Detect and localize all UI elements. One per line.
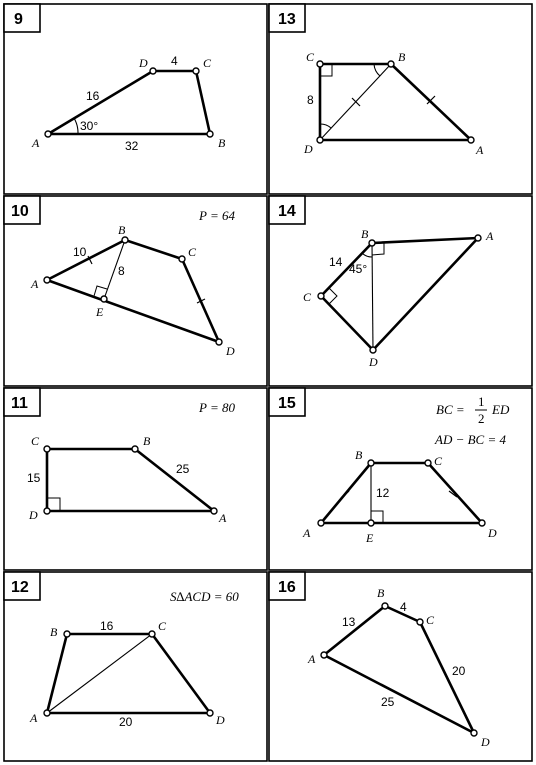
problem-14-vertex-b [369, 240, 375, 246]
problem-15-condition-1-denominator: 2 [478, 411, 485, 426]
problem-13-label-a: A [476, 143, 484, 157]
problem-14-vertex-a [475, 235, 481, 241]
problem-14-side-cb: 14 [329, 255, 343, 269]
problem-11-vertex-d [44, 508, 50, 514]
problem-9-label-c: C [203, 56, 212, 70]
problem-11-label-a: A [219, 511, 227, 525]
problem-10-vertex-c [179, 256, 185, 262]
problem-13-vertex-d [317, 137, 323, 143]
problem-16-vertex-b [382, 603, 388, 609]
problem-12-condition: S∆ACD = 60 [170, 589, 239, 604]
problem-9-frame [4, 4, 267, 194]
problem-10-vertex-d [216, 339, 222, 345]
problem-14-label-d: D [369, 355, 378, 369]
problem-15-number: 15 [278, 395, 296, 412]
problem-16-number: 16 [278, 579, 296, 596]
problem-11 [4, 388, 267, 570]
problem-9-vertex-d [150, 68, 156, 74]
problem-9-side-dc: 4 [171, 54, 178, 68]
problem-12-label-d: D [216, 713, 225, 727]
problem-15-height-value: 12 [376, 486, 390, 500]
problem-15-label-c: C [434, 454, 443, 468]
problem-12-label-b: B [50, 625, 58, 639]
problem-16-vertex-a [321, 652, 327, 658]
problem-12-vertex-d [207, 710, 213, 716]
problem-16-label-d: D [481, 735, 490, 749]
problem-10-vertex-b [122, 237, 128, 243]
problem-11-vertex-a [211, 508, 217, 514]
problem-10-number: 10 [11, 203, 29, 220]
problem-10-side-ab: 10 [73, 245, 87, 259]
problem-15-vertex-b [368, 460, 374, 466]
problem-12-side-ad: 20 [119, 715, 133, 729]
problem-16-side-cd: 20 [452, 664, 466, 678]
problem-12-label-a: A [30, 711, 38, 725]
problem-15 [269, 388, 532, 570]
problem-14-number: 14 [278, 203, 296, 220]
problem-15-condition-1-rhs: ED [492, 402, 510, 417]
problem-9-vertex-c [193, 68, 199, 74]
problem-15-label-e: E [366, 531, 374, 545]
problem-10-label-a: A [31, 277, 39, 291]
problem-16-label-c: C [426, 613, 435, 627]
problem-13-vertex-c [317, 61, 323, 67]
problem-15-vertex-a [318, 520, 324, 526]
problem-16-vertex-c [417, 619, 423, 625]
problem-15-label-d: D [488, 526, 497, 540]
problem-16-label-a: A [308, 652, 316, 666]
problem-10-label-e: E [96, 305, 104, 319]
problem-9-vertex-a [45, 131, 51, 137]
problem-9-angle-a: 30° [80, 119, 99, 133]
problem-10-vertex-e [101, 296, 107, 302]
problem-13 [269, 4, 532, 194]
problem-13-vertex-a [468, 137, 474, 143]
problem-15-label-a: A [303, 526, 311, 540]
problem-12-vertex-c [149, 631, 155, 637]
problem-15-condition-1-lhs: BC = [436, 402, 465, 417]
problem-14-angle-b: 45° [349, 262, 368, 276]
problem-9-label-a: A [32, 136, 40, 150]
problem-11-number: 11 [11, 395, 28, 412]
problem-16-side-bc: 4 [400, 600, 407, 614]
problem-10-condition: P = 64 [199, 208, 235, 223]
problem-12 [4, 572, 267, 761]
problem-14 [269, 196, 532, 386]
problem-11-vertex-c [44, 446, 50, 452]
problem-12-label-c: C [158, 619, 167, 633]
problem-13-side-cd: 8 [307, 93, 314, 107]
problem-11-side-ab: 25 [176, 462, 190, 476]
problem-13-vertex-b [388, 61, 394, 67]
problem-14-label-a: A [486, 229, 494, 243]
problem-12-number: 12 [11, 579, 29, 596]
problem-9-vertex-b [207, 131, 213, 137]
problem-10-label-b: B [118, 223, 126, 237]
problem-9-number: 9 [14, 11, 23, 28]
problem-14-vertex-d [370, 347, 376, 353]
problem-15-label-b: B [355, 448, 363, 462]
problem-11-label-d: D [29, 508, 38, 522]
problem-11-label-b: B [143, 434, 151, 448]
problem-10-vertex-a [44, 277, 50, 283]
problem-14-label-b: B [361, 227, 369, 241]
problem-13-label-d: D [304, 142, 313, 156]
problem-9-label-b: B [218, 136, 226, 150]
problem-9-side-ab: 32 [125, 139, 139, 153]
problem-12-vertex-a [44, 710, 50, 716]
problem-16-side-ad: 25 [381, 695, 395, 709]
problem-12-vertex-b [64, 631, 70, 637]
problem-11-side-cd: 15 [27, 471, 41, 485]
problem-9 [4, 4, 267, 194]
problem-9-side-ad: 16 [86, 89, 100, 103]
problem-14-vertex-c [318, 293, 324, 299]
problem-11-frame [4, 388, 267, 570]
problem-13-number: 13 [278, 11, 296, 28]
problem-15-vertex-d [479, 520, 485, 526]
problem-16-vertex-d [471, 730, 477, 736]
problem-11-vertex-b [132, 446, 138, 452]
problem-10-label-c: C [188, 245, 197, 259]
problem-15-condition-2: AD − BC = 4 [435, 432, 506, 447]
problem-16-side-ab: 13 [342, 615, 356, 629]
problem-10-height-value: 8 [118, 264, 125, 278]
problem-10-label-d: D [226, 344, 235, 358]
problem-15-condition-1-numerator: 1 [478, 394, 485, 409]
problem-9-label-d: D [139, 56, 148, 70]
problem-16 [269, 572, 532, 761]
problem-10 [4, 196, 267, 386]
problem-12-side-bc: 16 [100, 619, 114, 633]
problem-13-label-b: B [398, 50, 406, 64]
problem-11-label-c: C [31, 434, 40, 448]
problem-15-vertex-c [425, 460, 431, 466]
problem-14-label-c: C [303, 290, 312, 304]
problem-15-vertex-e [368, 520, 374, 526]
problem-16-label-b: B [377, 586, 385, 600]
problem-13-label-c: C [306, 50, 315, 64]
problem-11-condition: P = 80 [199, 400, 235, 415]
